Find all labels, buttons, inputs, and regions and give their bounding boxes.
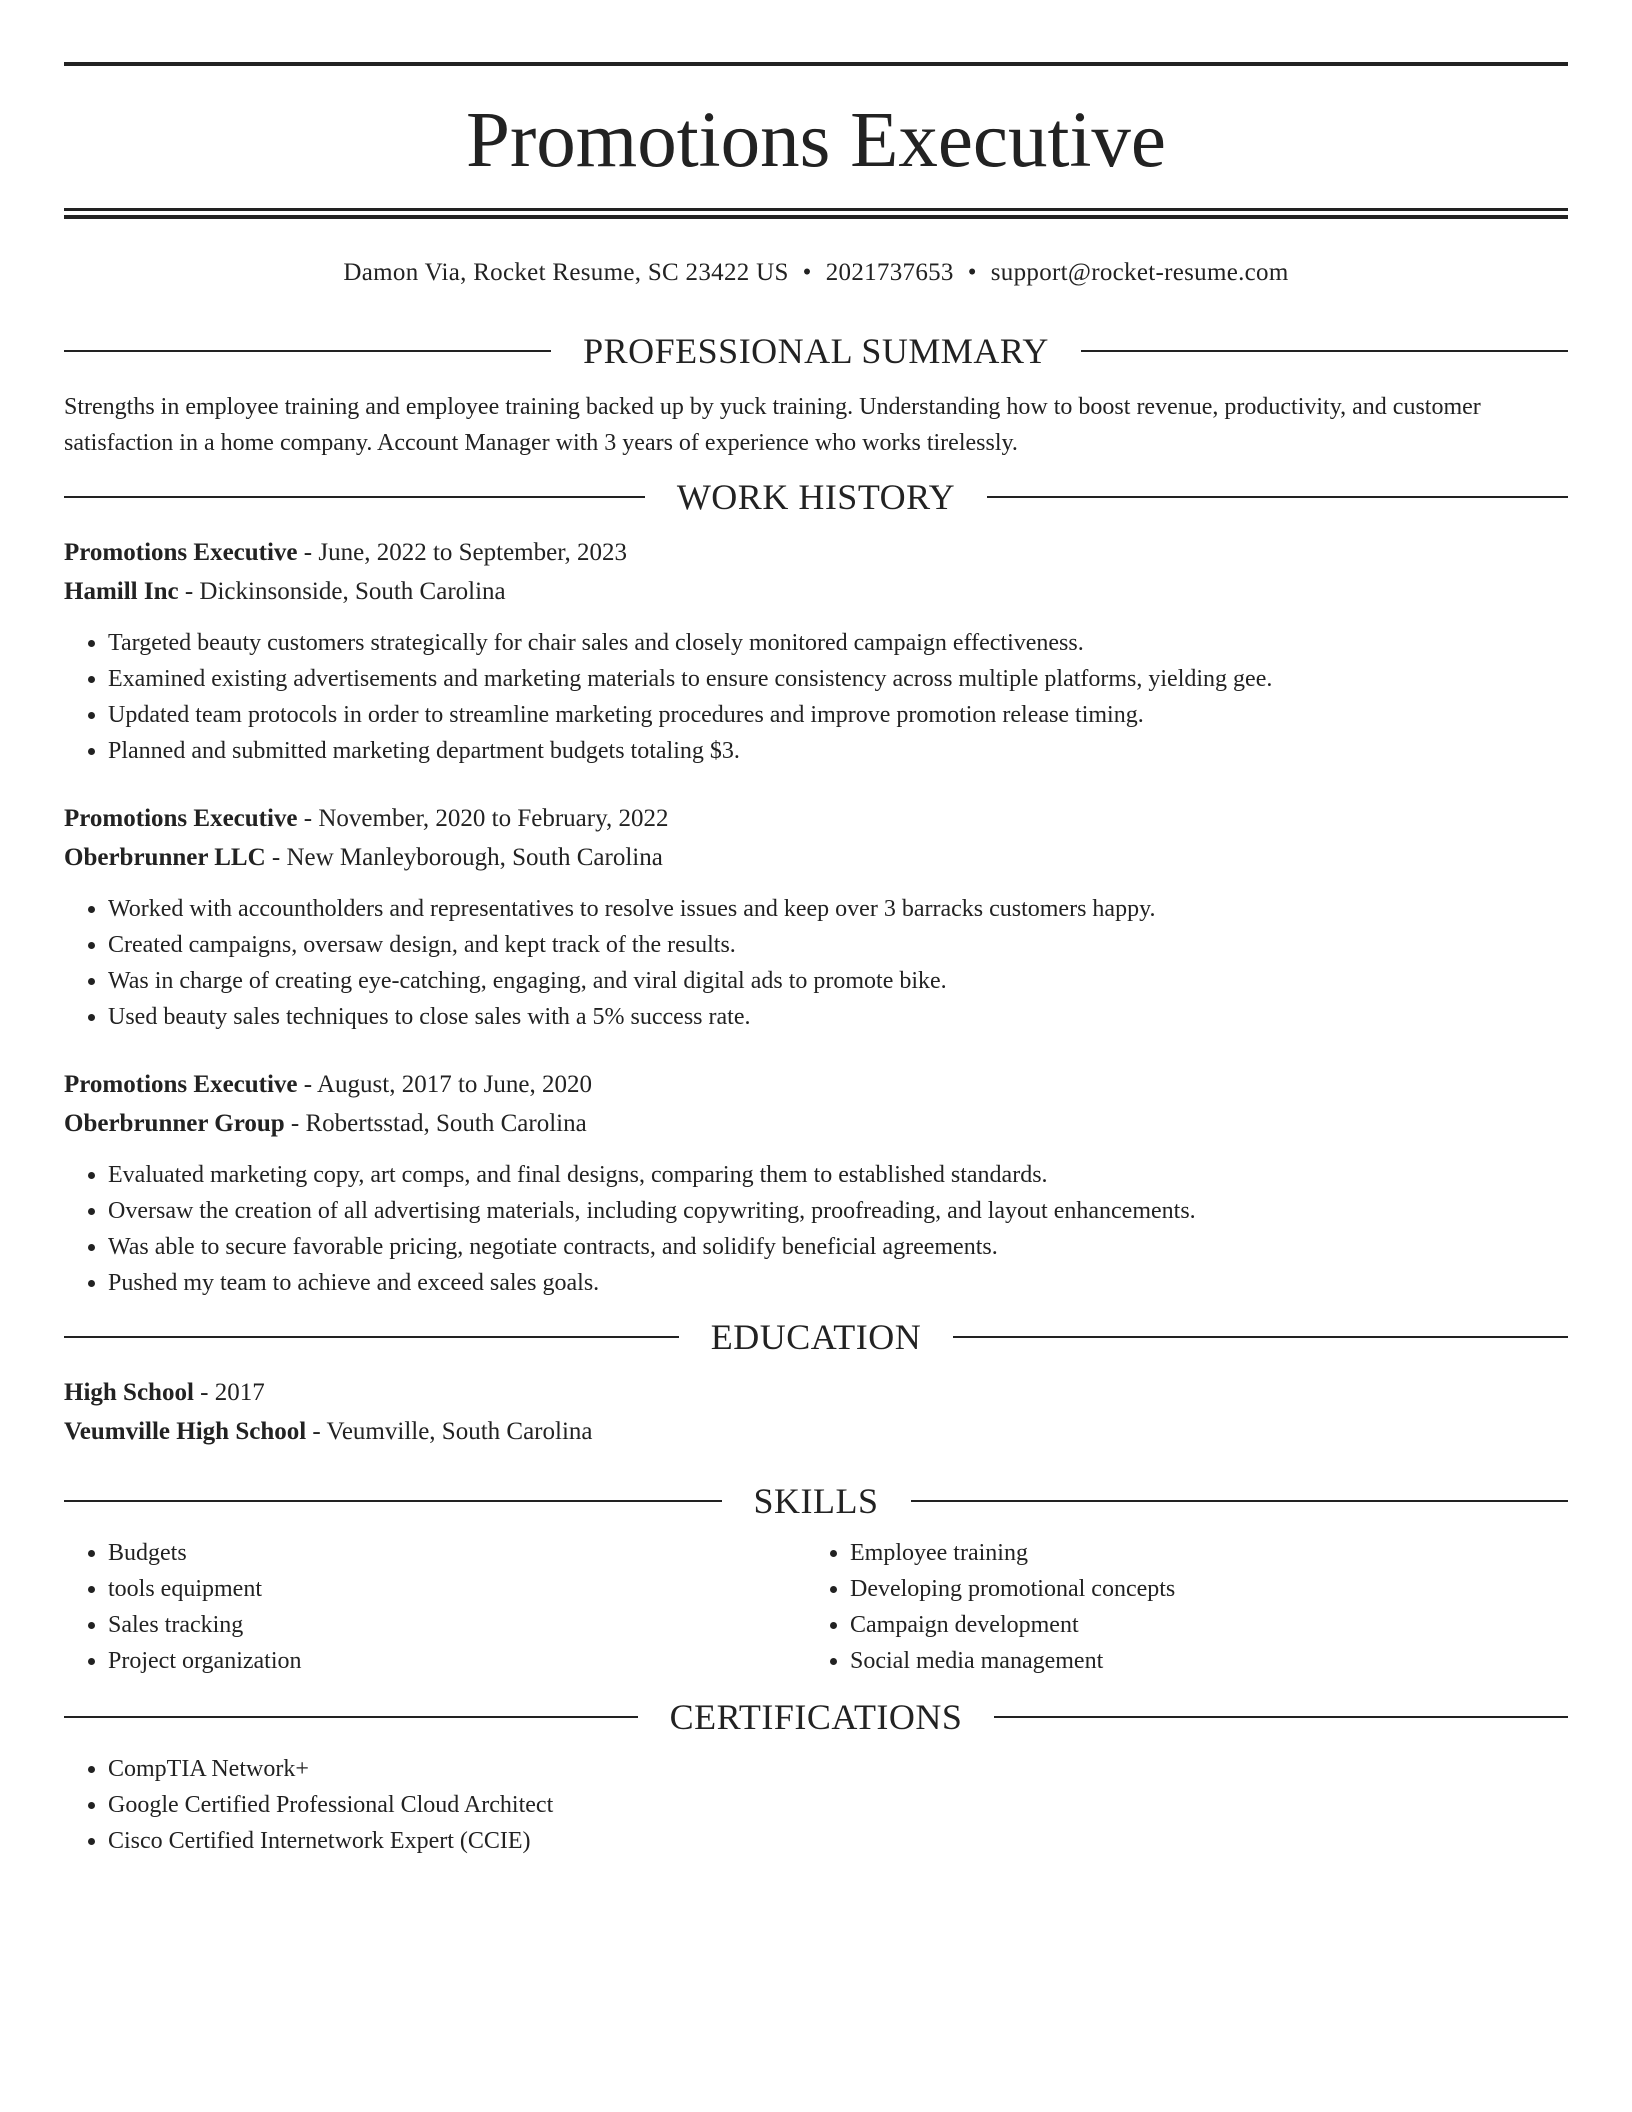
job-company-line [64, 572, 1568, 611]
heading-rule [987, 496, 1568, 498]
work-history-heading-label: WORK HISTORY [676, 477, 956, 517]
list-item: • Oversaw the creation of all advertising materials, including copywriting, proofreading, and layout enhancements. [108, 1193, 1568, 1229]
heading-rule [1081, 350, 1568, 352]
heading-rule [64, 1336, 679, 1338]
heading-rule [64, 350, 551, 352]
heading-rule [911, 1500, 1569, 1502]
heading-rule [994, 1716, 1568, 1718]
summary-heading [64, 329, 1568, 373]
education-degree: High School [64, 1379, 194, 1406]
list-item: • Was in charge of creating eye-catching, engaging, and viral digital ads to promote bike. [108, 963, 1568, 999]
title-double-rule [64, 208, 1568, 219]
skills-column-left [64, 1535, 806, 1679]
list-item: • Was able to secure favorable pricing, negotiate contracts, and solidify beneficial agreements. [108, 1229, 1568, 1265]
list-item: • Targeted beauty customers strategically for chair sales and closely monitored campaign effectiveness. [108, 625, 1568, 661]
education-degree-line [64, 1373, 1568, 1412]
job-entry [64, 799, 1568, 1035]
heading-rule [64, 496, 645, 498]
list-item: • Employee training [850, 1535, 1568, 1571]
job-title: Promotions Executive [64, 1071, 298, 1098]
job-title: Promotions Executive [64, 805, 298, 832]
list-item: • Updated team protocols in order to streamline marketing procedures and improve promotion release timing. [108, 697, 1568, 733]
job-bullets [64, 625, 1568, 769]
heading-rule [64, 1500, 722, 1502]
contact-address: Damon Via, Rocket Resume, SC 23422 US [343, 259, 789, 286]
contact-phone: 2021737653 [825, 259, 954, 286]
job-location: - New Manleyborough, South Carolina [265, 844, 663, 871]
job-dates: - August, 2017 to June, 2020 [297, 1071, 592, 1098]
certifications-heading-label: CERTIFICATIONS [669, 1697, 963, 1737]
job-company: Hamill Inc [64, 578, 179, 605]
list-item: • Worked with accountholders and representatives to resolve issues and keep over 3 barracks customers happy. [108, 891, 1568, 927]
contact-separator: • [967, 259, 977, 286]
list-item: • tools equipment [108, 1571, 806, 1607]
job-bullets [64, 891, 1568, 1035]
list-item: • Google Certified Professional Cloud Architect [108, 1787, 1568, 1823]
list-item: • Sales tracking [108, 1607, 806, 1643]
job-company-line [64, 838, 1568, 877]
education-heading-label: EDUCATION [710, 1317, 922, 1357]
job-entry [64, 1065, 1568, 1301]
certifications-heading [64, 1695, 1568, 1739]
job-title-line [64, 799, 1568, 838]
job-location: - Dickinsonside, South Carolina [178, 578, 506, 605]
job-company: Oberbrunner Group [64, 1110, 285, 1137]
contact-email: support@rocket-resume.com [990, 259, 1289, 286]
list-item: • CompTIA Network+ [108, 1751, 1568, 1787]
list-item: • Used beauty sales techniques to close sales with a 5% success rate. [108, 999, 1568, 1035]
summary-text: Strengths in employee training and employee training backed up by yuck training. Understanding how to boost revenue, productivity, and customer satisfaction in a home company. Account Manager with 3 years of experience who works tirelessly. [64, 394, 1481, 456]
contact-separator: • [802, 259, 812, 286]
job-entry [64, 533, 1568, 769]
top-rule [64, 62, 1568, 66]
certifications-list [64, 1751, 1568, 1859]
education-year: - 2017 [193, 1379, 265, 1406]
job-title-line [64, 1065, 1568, 1104]
list-item: • Examined existing advertisements and marketing materials to ensure consistency across multiple platforms, yielding gee. [108, 661, 1568, 697]
list-item: • Created campaigns, oversaw design, and kept track of the results. [108, 927, 1568, 963]
job-bullets [64, 1157, 1568, 1301]
work-history-heading [64, 475, 1568, 519]
job-dates: - November, 2020 to February, 2022 [297, 805, 669, 832]
list-item: • Cisco Certified Internetwork Expert (CCIE) [108, 1823, 1568, 1859]
education-location: - Veumville, South Carolina [306, 1418, 593, 1445]
heading-rule [953, 1336, 1568, 1338]
job-title: Promotions Executive [64, 539, 298, 566]
list-item: • Project organization [108, 1643, 806, 1679]
education-heading [64, 1315, 1568, 1359]
job-company: Oberbrunner LLC [64, 844, 266, 871]
job-title-line [64, 533, 1568, 572]
education-entry [64, 1373, 1568, 1451]
skills-heading [64, 1479, 1568, 1523]
list-item: • Pushed my team to achieve and exceed sales goals. [108, 1265, 1568, 1301]
skills-column-right [806, 1535, 1568, 1679]
contact-line [64, 257, 1568, 289]
job-location: - Robertsstad, South Carolina [284, 1110, 587, 1137]
skills-heading-label: SKILLS [753, 1481, 879, 1521]
list-item: • Social media management [850, 1643, 1568, 1679]
education-school: Veumville High School [64, 1418, 307, 1445]
page-title: Promotions Executive [466, 97, 1166, 184]
list-item: • Evaluated marketing copy, art comps, and final designs, comparing them to established standards. [108, 1157, 1568, 1193]
heading-rule [64, 1716, 638, 1718]
job-dates: - June, 2022 to September, 2023 [297, 539, 628, 566]
list-item: • Planned and submitted marketing department budgets totaling $3. [108, 733, 1568, 769]
list-item: • Campaign development [850, 1607, 1568, 1643]
list-item: • Budgets [108, 1535, 806, 1571]
summary-heading-label: PROFESSIONAL SUMMARY [583, 331, 1049, 371]
job-company-line [64, 1104, 1568, 1143]
list-item: • Developing promotional concepts [850, 1571, 1568, 1607]
education-school-line [64, 1412, 1568, 1451]
skills-list [64, 1535, 1568, 1679]
